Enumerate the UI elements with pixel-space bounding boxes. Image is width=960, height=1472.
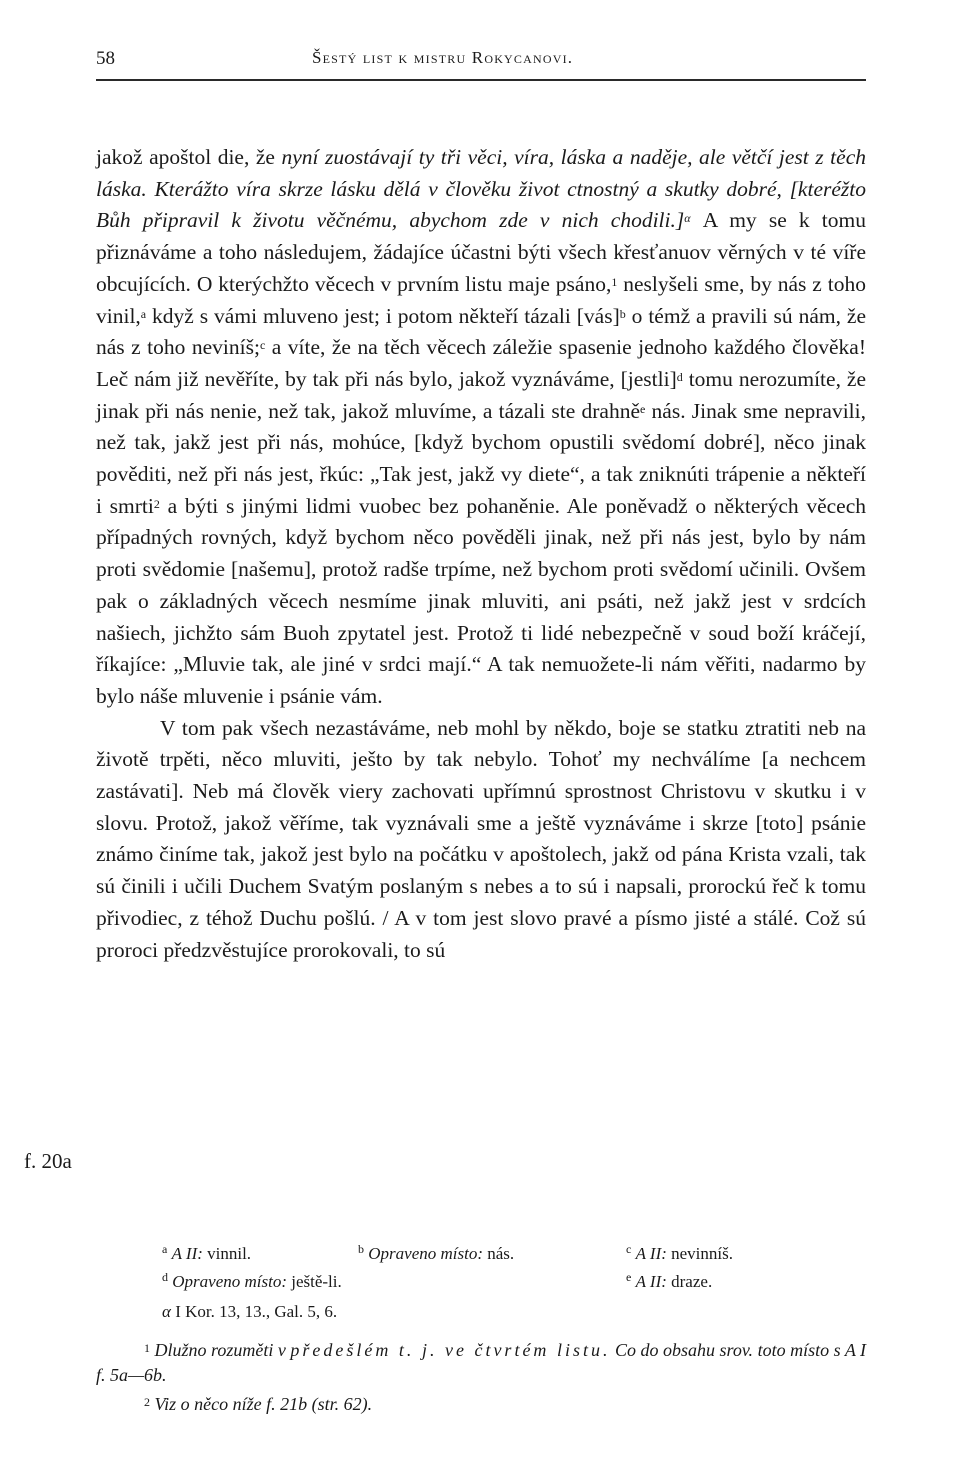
- footnote-ref: e: [640, 401, 646, 416]
- page-header: [96, 48, 866, 78]
- paragraph-2: V tom pak všech nezastáváme, neb mohl by někdo, boje se statku ztratiti neb na životě trpěti, něco mluviti, ješto by tak nebylo. Tohoť my nechválíme [a nechcem zastávati]. Neb má člověk viery zachovati upřímnú sprostnost Christovu v skutku i v slovu. Protož, jakož věříme, tak vyznávali sme a ještě vyznáváme i skrze [toto] psánie známo činíme tak, jakož jest bylo na počátku v apoštolech, jakž od pána Krista vzali, tak sú činili i učili Duchem Svatým poslaným s nebes a to sú i napsali, prorockú řeč k tomu přivodiec, z téhož Duchu pošlú. / A v tom jest slovo pravé a písmo jisté a stálé. Což sú proroci předzvěstujíce prorokovali, to sú: [96, 715, 866, 962]
- footnote-ref: d: [676, 369, 683, 384]
- footnote-c: $^c$ A II: nevinníš.: [626, 1242, 733, 1263]
- main-text: [96, 142, 866, 966]
- footnote-ref: 1: [611, 274, 618, 289]
- footnote-ref: α: [684, 211, 691, 226]
- header-rule: [96, 79, 866, 81]
- footnote-ref: b: [619, 306, 626, 321]
- footnote-alpha: α I Kor. 13, 13., Gal. 5, 6.: [162, 1302, 338, 1321]
- running-title: Šestý list k mistru Rokycanovi.: [312, 48, 574, 67]
- footnote-a: $^a$ A II: vinnil.: [162, 1242, 252, 1263]
- paragraph-1: jakož apoštol die, že nyní zuostávají ty tři věci, víra, láska a naděje, ale větčí jest z těch láska. Kterážto víra skrze lásku dělá v člověku život ctnostný a skutky dobré, [kteréžto Bůh připravil k životu věčnému, abychom zde v nich chodili.]$^\alpha$ A my se k tomu přiznáváme a toho následujem, žádajíce účastni býti všech křesťanuov věrných v té víře obcujících. O kterýchžto věcech v prvním listu maje psáno,$^1$ neslyšeli sme, by nás z toho vinil,$^a$ když s vámi mluveno jest; i potom někteří tázali [vás]$^b$ o témž a pravili sú nám, že nás z toho neviníš;$^c$ a víte, že na těch věcech záležie spasenie jednoho každého člověka! Leč nám již nevěříte, by tak při nás bylo, jakož vyznáváme, [jestli]$^d$ tomu nerozumíte, že jinak při nás nenie, než tak, jakož mluvíme, a tázali ste drahně$^e$ nás. Jinak sme nepravili, než tak, jakž jest při nás, mohúce, [když bychom opustili svědomí dobré], něco jinak pověditi, než při nás jest, řkúc: „Tak jest, jakž vy diete“, a tak zniknúti trápenie a někteří i smrti$^2$ a býti s jinými lidmi vuobec bez pohaněnie. Ale poněvadž o některých věcech případných rovných, když bychom něco pověděli jinak, než při nás jest, bylo by nám proti svědomie [našemu], protož radše trpíme, než bychom proti svědomí učinili. Ovšem pak o základných věcech nesmíme jinak mluviti, ani psáti, než jakž jest v srdcích našiech, jichžto sám Buoh zpytatel jest. Protož ti lidé nebezpečně v soud boží kráčejí, říkajíce: „Mluvie tak, ale jiné v srdci mají.“ A tak nemuožete-li nám věřiti, nadarmo by bylo náše mluvenie i psánie vám.: [96, 145, 866, 708]
- footnote-b: $^b$ Opraveno místo: nás.: [358, 1242, 515, 1263]
- footnote-ref: a: [140, 306, 147, 321]
- footnote-ref: 2: [153, 496, 160, 511]
- footnote-d: $^d$ Opraveno místo: ještě-li.: [162, 1270, 342, 1291]
- footnote-ref: c: [259, 338, 266, 353]
- footnote-2: $^2$ Viz o něco níže f. 21b (str. 62).: [144, 1394, 373, 1414]
- footnote-1: $^1$ Dlužno rozuměti v předešlém t. j. ve čtvrtém listu. Co do obsahu srov. toto místo s A I f. 5a—6b.: [96, 1340, 867, 1385]
- footnote-e: $^e$ A II: draze.: [626, 1270, 713, 1291]
- folio-margin-note: f. 20a: [24, 1149, 72, 1173]
- page-number: 58: [96, 48, 115, 69]
